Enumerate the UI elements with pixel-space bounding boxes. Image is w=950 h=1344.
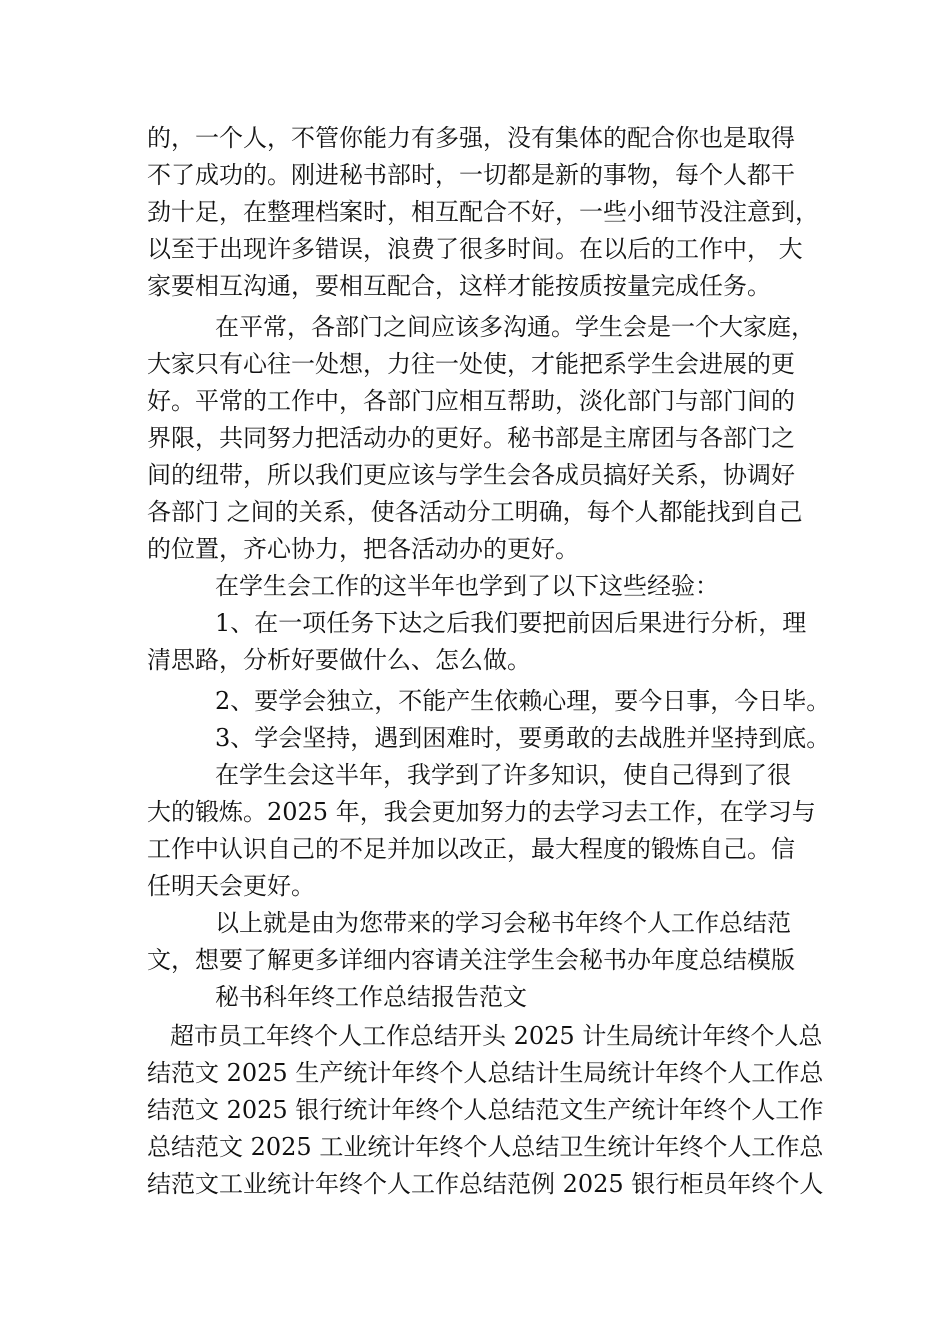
text-line: 各部门 之间的关系，使各活动分工明确，每个人都能找到自己 bbox=[147, 498, 803, 526]
text-line: 的，一个人，不管你能力有多强，没有集体的配合你也是取得 bbox=[147, 124, 795, 152]
text-line: 2、要学会独立，不能产生依赖心理，要今日事，今日毕。 bbox=[215, 687, 831, 715]
text-line: 结范文 2025 生产统计年终个人总结计生局统计年终个人工作总 bbox=[147, 1059, 824, 1087]
text-line: 总结范文 2025 工业统计年终个人总结卫生统计年终个人工作总 bbox=[147, 1133, 824, 1161]
text-line: 任明天会更好。 bbox=[147, 872, 315, 900]
text-line: 在学生会这半年，我学到了许多知识，使自己得到了很 bbox=[215, 761, 791, 789]
text-line: 在学生会工作的这半年也学到了以下这些经验： bbox=[215, 572, 719, 600]
text-line: 间的纽带，所以我们更应该与学生会各成员搞好关系，协调好 bbox=[147, 461, 795, 489]
text-line: 文，想要了解更多详细内容请关注学生会秘书办年度总结模版 bbox=[147, 946, 795, 974]
text-line: 的位置，齐心协力，把各活动办的更好。 bbox=[147, 535, 579, 563]
text-line: 1、在一项任务下达之后我们要把前因后果进行分析，理 bbox=[215, 609, 807, 637]
text-line: 不了成功的。刚进秘书部时，一切都是新的事物，每个人都干 bbox=[147, 161, 795, 189]
text-line: 大的锻炼。2025 年，我会更加努力的去学习去工作，在学习与 bbox=[147, 798, 816, 826]
text-line: 秘书科年终工作总结报告范文 bbox=[215, 983, 527, 1011]
text-line: 结范文 2025 银行统计年终个人总结范文生产统计年终个人工作 bbox=[147, 1096, 824, 1124]
text-line: 在平常，各部门之间应该多沟通。学生会是一个大家庭， bbox=[215, 313, 815, 341]
text-line: 工作中认识自己的不足并加以改正，最大程度的锻炼自己。信 bbox=[147, 835, 795, 863]
text-line: 清思路，分析好要做什么、怎么做。 bbox=[147, 646, 531, 674]
text-line: 以上就是由为您带来的学习会秘书年终个人工作总结范 bbox=[215, 909, 791, 937]
text-line: 超市员工年终个人工作总结开头 2025 计生局统计年终个人总 bbox=[170, 1022, 823, 1050]
text-line: 劲十足，在整理档案时，相互配合不好，一些小细节没注意到， bbox=[147, 198, 819, 226]
text-line: 家要相互沟通，要相互配合，这样才能按质按量完成任务。 bbox=[147, 272, 771, 300]
text-line: 以至于出现许多错误，浪费了很多时间。在以后的工作中， 大 bbox=[147, 235, 803, 263]
text-line: 3、学会坚持，遇到困难时，要勇敢的去战胜并坚持到底。 bbox=[215, 724, 831, 752]
text-line: 结范文工业统计年终个人工作总结范例 2025 银行柜员年终个人 bbox=[147, 1170, 824, 1198]
text-line: 好。平常的工作中，各部门应相互帮助，淡化部门与部门间的 bbox=[147, 387, 795, 415]
text-line: 界限，共同努力把活动办的更好。秘书部是主席团与各部门之 bbox=[147, 424, 795, 452]
text-line: 大家只有心往一处想，力往一处使，才能把系学生会进展的更 bbox=[147, 350, 795, 378]
